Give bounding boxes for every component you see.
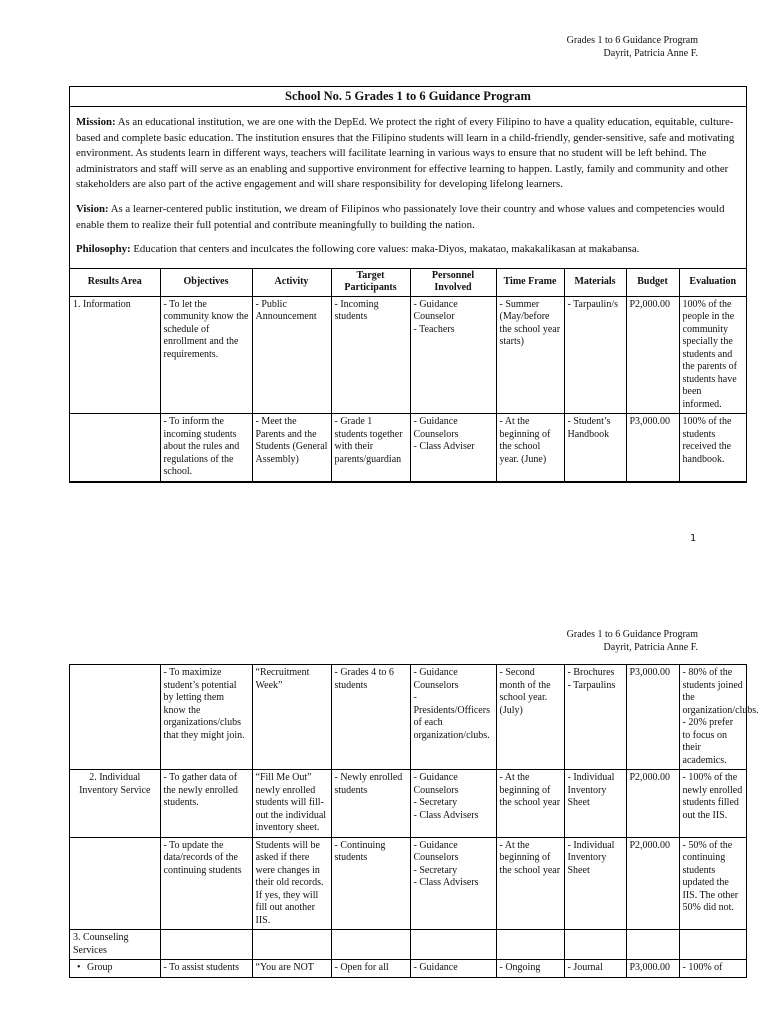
- cell-personnel: [410, 930, 496, 960]
- cell-evaluation: - 100% of the newly enrolled students filled out the IIS.: [679, 770, 746, 838]
- cell-materials: - Tarpaulin/s: [564, 296, 626, 414]
- personnel-line: - Guidance Counselors: [413, 839, 459, 863]
- personnel-line: - Class Advisers: [413, 877, 479, 888]
- cell-time-frame: - Second month of the school year. (July): [496, 665, 564, 770]
- cell-budget: P2,000.00: [626, 296, 679, 414]
- philosophy-statement: [76, 242, 740, 258]
- cell-materials: - Individual Inventory Sheet: [564, 770, 626, 838]
- cell-budget: P3,000.00: [626, 665, 679, 770]
- page-number: 1: [690, 533, 697, 544]
- cell-evaluation: 100% of the students received the handbook.: [679, 414, 746, 482]
- cell-objectives: - To inform the incoming students about the rules and regulations of the school.: [160, 414, 252, 482]
- guidance-program-table: [70, 665, 759, 978]
- header-objectives: Objectives: [160, 269, 252, 297]
- cell-objectives: - To gather data of the newly enrolled students.: [160, 770, 252, 838]
- personnel-line: - Guidance Counselors: [413, 667, 459, 691]
- cell-objectives: - To let the community know the schedule of enrollment and the requirements.: [160, 296, 252, 414]
- personnel-line: - Guidance Counselors: [413, 416, 459, 440]
- document-page-2: [0, 560, 768, 1024]
- personnel-line: - Guidance Counselors: [413, 772, 459, 796]
- cell-personnel: [410, 414, 496, 482]
- cell-materials: - Individual Inventory Sheet: [564, 837, 626, 930]
- cell-evaluation: 100% of the people in the community specially the students and the parents of students have been informed.: [679, 296, 746, 414]
- cell-materials: - Journal: [564, 960, 626, 978]
- cell-participants: - Grades 4 to 6 students: [331, 665, 410, 770]
- cell-participants: - Open for all: [331, 960, 410, 978]
- cell-personnel: [410, 770, 496, 838]
- table-row: [70, 414, 746, 482]
- materials-line: - Brochures: [567, 667, 615, 678]
- vision-label: Vision:: [76, 202, 109, 215]
- cell-objectives: - To update the data/records of the continuing students: [160, 837, 252, 930]
- mission-statement: [76, 115, 740, 193]
- cell-materials: - Student’s Handbook: [564, 414, 626, 482]
- header-budget: Budget: [626, 269, 679, 297]
- cell-participants: - Newly enrolled students: [331, 770, 410, 838]
- results-area-bullet: • Group: [73, 962, 157, 975]
- table-row: [70, 296, 746, 414]
- cell-results-area: [70, 665, 160, 770]
- personnel-line: - Teachers: [413, 323, 455, 335]
- cell-results-area: 1. Information: [70, 296, 160, 414]
- table-header-row: [70, 269, 746, 297]
- philosophy-text: Education that centers and inculcates the following core values: maka-Diyos, makatao, makakalikasan at makabansa.: [133, 243, 640, 256]
- table-row: [70, 665, 746, 770]
- activity-description: newly enrolled students will fill-out the individual inventory sheet.: [255, 784, 327, 833]
- mission-text: As an educational institution, we are one with the DepEd. We protect the right of every Filipino to have a quality education, equitable, culture-based and complete basic education. The institution ensures that the Filipino students will learn in a child-friendly, gender-sensitive, safe and motivating environment. As students learn in different ways, teachers will facilitate learning in various ways to ensure that no student will be left behind. The administrators and staff will serve as an enabling and supportive environment for effective learning to happen. Lastly, family and community and other stakeholders are also part of the active engagement and will share responsibility for developing lifelong learners.: [76, 116, 735, 191]
- cell-results-area: [70, 960, 160, 978]
- personnel-line: - Secretary: [413, 797, 458, 808]
- cell-time-frame: - At the beginning of the school year: [496, 770, 564, 838]
- cell-time-frame: - At the beginning of the school year. (June): [496, 414, 564, 482]
- table-row: [70, 770, 746, 838]
- personnel-line: - Guidance Counselor: [413, 298, 458, 323]
- cell-participants: [331, 930, 410, 960]
- cell-time-frame: - Summer (May/before the school year starts): [496, 296, 564, 414]
- running-header: [567, 628, 698, 654]
- materials-line: - Tarpaulins: [567, 679, 616, 691]
- header-author: Dayrit, Patricia Anne F.: [603, 48, 698, 59]
- cell-materials: [564, 665, 626, 770]
- header-title: Grades 1 to 6 Guidance Program: [566, 629, 698, 640]
- mission-label: Mission:: [76, 116, 116, 128]
- header-personnel-involved: Personnel Involved: [410, 269, 496, 297]
- cell-personnel: [410, 837, 496, 930]
- personnel-line: - Class Adviser: [413, 441, 475, 453]
- statements-section: [70, 107, 746, 269]
- header-title: Grades 1 to 6 Guidance Program: [566, 35, 698, 46]
- cell-activity: - Meet the Parents and the Students (General Assembly): [252, 414, 331, 482]
- running-header: [567, 34, 698, 60]
- header-target-participants: Target Participants: [331, 269, 410, 297]
- cell-activity: “You are NOT: [252, 960, 331, 978]
- cell-results-area: 3. Counseling Services: [70, 930, 160, 960]
- vision-statement: [76, 202, 740, 233]
- cell-results-area: [70, 837, 160, 930]
- cell-objectives: - To assist students: [160, 960, 252, 978]
- cell-personnel: [410, 296, 496, 414]
- table-row: [70, 930, 746, 960]
- cell-participants: - Continuing students: [331, 837, 410, 930]
- activity-title: “Fill Me Out”: [255, 772, 312, 783]
- cell-results-area: 2. Individual Inventory Service: [70, 770, 160, 838]
- cell-budget: P3,000.00: [626, 414, 679, 482]
- cell-personnel: - Guidance: [410, 960, 496, 978]
- cell-evaluation: [679, 665, 759, 770]
- cell-time-frame: - Ongoing: [496, 960, 564, 978]
- cell-activity: - Public Announcement: [252, 296, 331, 414]
- cell-activity: [252, 770, 331, 838]
- header-evaluation: Evaluation: [679, 269, 746, 297]
- cell-personnel: [410, 665, 496, 770]
- personnel-line: - Class Advisers: [413, 809, 479, 821]
- cell-budget: P2,000.00: [626, 837, 679, 930]
- cell-budget: P2,000.00: [626, 770, 679, 838]
- evaluation-line: - 20% prefer to focus on their academics.: [682, 717, 734, 766]
- cell-evaluation: - 100% of: [679, 960, 746, 978]
- cell-time-frame: [496, 930, 564, 960]
- cell-activity: “Recruitment Week”: [252, 665, 331, 770]
- philosophy-label: Philosophy:: [76, 243, 131, 256]
- cell-budget: P3,000.00: [626, 960, 679, 978]
- cell-objectives: - To maximize student’s potential by letting them know the organizations/clubs that they might join.: [160, 665, 252, 770]
- cell-activity: Students will be asked if there were changes in their old records. If yes, they will fill out another IIS.: [252, 837, 331, 930]
- cell-evaluation: [679, 930, 746, 960]
- header-materials: Materials: [564, 269, 626, 297]
- cell-participants: - Incoming students: [331, 296, 410, 414]
- document-title: School No. 5 Grades 1 to 6 Guidance Program: [70, 87, 746, 107]
- header-results-area: Results Area: [70, 269, 160, 297]
- guidance-program-table: [70, 269, 746, 482]
- table-row: [70, 960, 746, 978]
- header-activity: Activity: [252, 269, 331, 297]
- program-table-continued: [69, 664, 759, 978]
- header-time-frame: Time Frame: [496, 269, 564, 297]
- evaluation-line: - 80% of the students joined the organization/clubs.: [682, 667, 759, 716]
- personnel-line: - Secretary: [413, 864, 458, 876]
- cell-results-area: [70, 414, 160, 482]
- cell-objectives: [160, 930, 252, 960]
- cell-budget: [626, 930, 679, 960]
- cell-time-frame: - At the beginning of the school year: [496, 837, 564, 930]
- program-box: [69, 86, 747, 483]
- vision-text: As a learner-centered public institution, we dream of Filipinos who passionately love their country and whose values and competencies would enable them to realize their full potential and contribute meaningfully to building the nation.: [76, 202, 725, 231]
- cell-participants: - Grade 1 students together with their parents/guardian: [331, 414, 410, 482]
- personnel-line: - Presidents/Officers of each organization/clubs.: [413, 692, 490, 741]
- cell-evaluation: - 50% of the continuing students updated the IIS. The other 50% did not.: [679, 837, 746, 930]
- table-row: [70, 837, 746, 930]
- cell-materials: [564, 930, 626, 960]
- header-author: Dayrit, Patricia Anne F.: [603, 642, 698, 653]
- cell-activity: [252, 930, 331, 960]
